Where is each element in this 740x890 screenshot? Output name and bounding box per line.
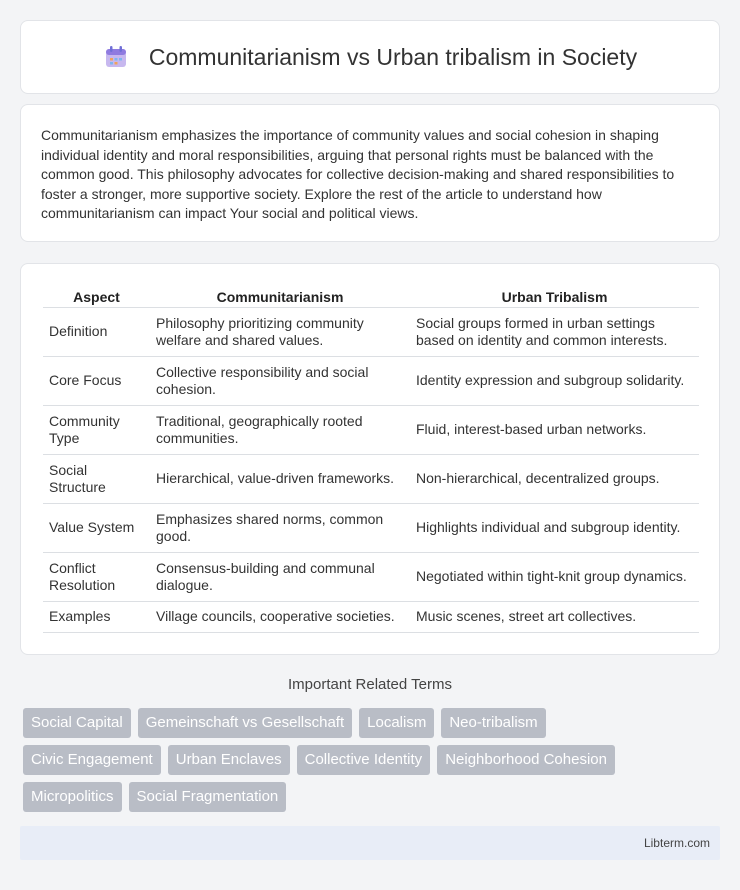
cell-communitarianism: Collective responsibility and social cohesion. <box>150 357 410 406</box>
cell-aspect: Value System <box>43 504 150 553</box>
tag-social-capital[interactable]: Social Capital <box>23 708 131 738</box>
cell-urban-tribalism: Music scenes, street art collectives. <box>410 602 699 633</box>
tag-row <box>23 745 723 775</box>
cell-communitarianism: Hierarchical, value-driven frameworks. <box>150 455 410 504</box>
table-row <box>43 553 699 602</box>
cell-urban-tribalism: Social groups formed in urban settings based on identity and common interests. <box>410 308 699 357</box>
cell-communitarianism: Consensus-building and communal dialogue. <box>150 553 410 602</box>
cell-aspect: Core Focus <box>43 357 150 406</box>
cell-aspect: Community Type <box>43 406 150 455</box>
tag-localism[interactable]: Localism <box>359 708 434 738</box>
calendar-icon <box>103 44 129 70</box>
table-row <box>43 504 699 553</box>
intro-card <box>20 104 720 242</box>
tag-micropolitics[interactable]: Micropolitics <box>23 782 122 812</box>
cell-communitarianism: Village councils, cooperative societies. <box>150 602 410 633</box>
tag-civic-engagement[interactable]: Civic Engagement <box>23 745 161 775</box>
tag-urban-enclaves[interactable]: Urban Enclaves <box>168 745 290 775</box>
intro-text: Communitarianism emphasizes the importance of community values and social cohesion in shaping individual identity and moral responsibilities, arguing that personal rights must be balanced with the common good. This philosophy advocates for collective decision-making and shared responsibilities to foster a stronger, more supportive society. Explore the rest of the article to understand how communitarianism can impact Your social and political views. <box>41 127 675 222</box>
cell-aspect: Conflict Resolution <box>43 553 150 602</box>
table-row <box>43 308 699 357</box>
cell-communitarianism: Philosophy prioritizing community welfare and shared values. <box>150 308 410 357</box>
table-header-row <box>43 286 699 308</box>
footer-site-link[interactable]: Libterm.com <box>643 836 710 850</box>
cell-urban-tribalism: Identity expression and subgroup solidarity. <box>410 357 699 406</box>
tag-gemeinschaft-vs-gesellschaft[interactable]: Gemeinschaft vs Gesellschaft <box>138 708 352 738</box>
tag-row <box>23 782 723 812</box>
cell-communitarianism: Emphasizes shared norms, common good. <box>150 504 410 553</box>
related-terms-tags <box>23 708 723 819</box>
title-wrap <box>103 44 637 71</box>
table-row <box>43 357 699 406</box>
table-row <box>43 602 699 633</box>
table-row <box>43 406 699 455</box>
tag-neighborhood-cohesion[interactable]: Neighborhood Cohesion <box>437 745 615 775</box>
cell-communitarianism: Traditional, geographically rooted communities. <box>150 406 410 455</box>
cell-urban-tribalism: Highlights individual and subgroup identity. <box>410 504 699 553</box>
footer <box>20 826 720 860</box>
tag-neo-tribalism[interactable]: Neo-tribalism <box>441 708 545 738</box>
related-terms-title: Important Related Terms <box>288 676 452 693</box>
comparison-table <box>43 286 699 633</box>
cell-urban-tribalism: Fluid, interest-based urban networks. <box>410 406 699 455</box>
header-card <box>20 20 720 94</box>
cell-aspect: Social Structure <box>43 455 150 504</box>
tag-social-fragmentation[interactable]: Social Fragmentation <box>129 782 287 812</box>
table-card <box>20 263 720 655</box>
header-urban-tribalism: Urban Tribalism <box>410 286 699 308</box>
tag-collective-identity[interactable]: Collective Identity <box>297 745 431 775</box>
cell-aspect: Examples <box>43 602 150 633</box>
header-aspect: Aspect <box>43 286 150 308</box>
header-communitarianism: Communitarianism <box>150 286 410 308</box>
page-title: Communitarianism vs Urban tribalism in Society <box>148 43 638 70</box>
table-row <box>43 455 699 504</box>
cell-urban-tribalism: Non-hierarchical, decentralized groups. <box>410 455 699 504</box>
cell-urban-tribalism: Negotiated within tight-knit group dynamics. <box>410 553 699 602</box>
tag-row <box>23 708 723 738</box>
cell-aspect: Definition <box>43 308 150 357</box>
